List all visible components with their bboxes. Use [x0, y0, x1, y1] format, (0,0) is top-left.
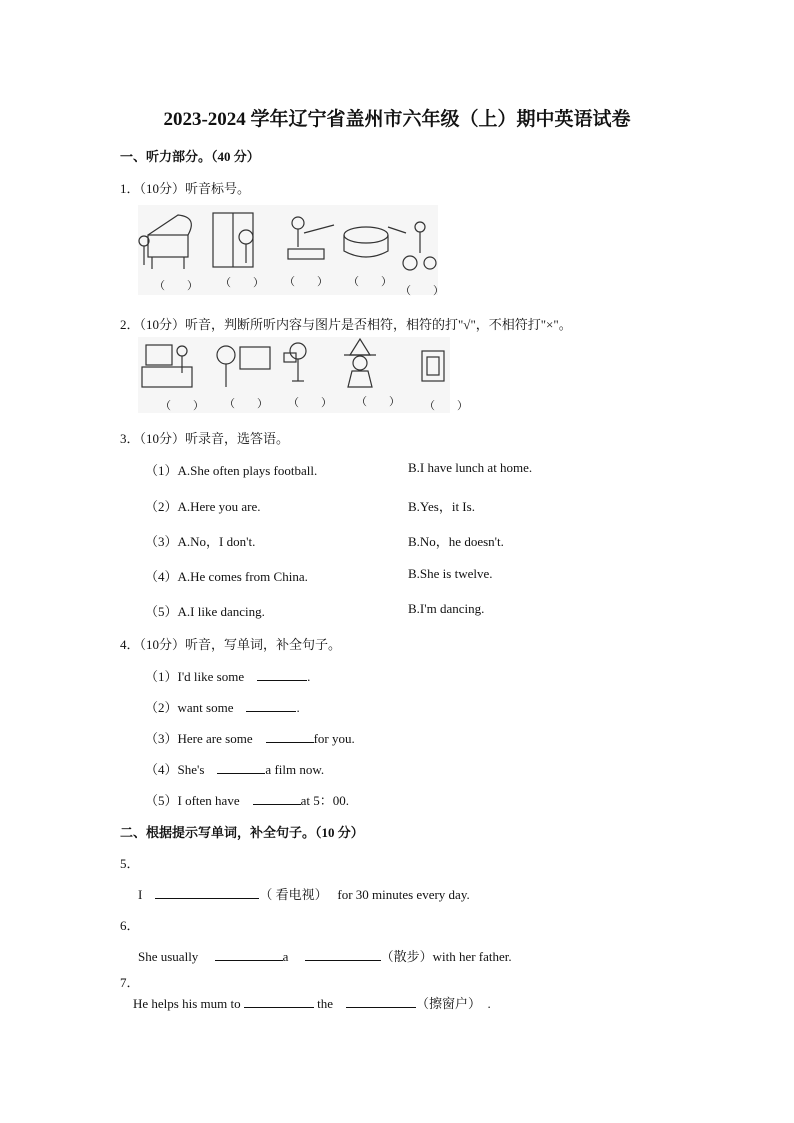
- answer-blank[interactable]: [305, 948, 381, 961]
- q1-answer-paren-4[interactable]: （ ）: [348, 276, 392, 288]
- q3-item-4: [145, 566, 308, 585]
- question-2-picture-strip: [138, 337, 468, 413]
- answer-blank[interactable]: [155, 886, 259, 899]
- answer-blank[interactable]: [253, 792, 301, 805]
- question-6-number: 6．: [120, 918, 140, 933]
- q5-text: I: [138, 887, 143, 902]
- question-5-sentence: [138, 884, 470, 903]
- q6-text: She usually: [138, 949, 199, 964]
- photo-frame-picture: [422, 351, 444, 381]
- question-5-number: 5．: [120, 856, 140, 871]
- q3-item-number: （5）: [145, 604, 178, 619]
- q3-option-a[interactable]: A.No，I don't.: [177, 534, 256, 549]
- q3-option-b[interactable]: B.I'm dancing.: [408, 601, 485, 616]
- q3-item-1: [145, 460, 317, 479]
- q3-item-3: [145, 531, 255, 550]
- cyclists-picture: [403, 222, 436, 270]
- q6-middle-text: a: [282, 949, 289, 964]
- q2-answer-paren-2[interactable]: （ ）: [224, 398, 268, 410]
- q5-hint: （ 看电视）: [259, 887, 328, 902]
- q3-option-b[interactable]: B.Yes，it Is.: [408, 499, 475, 514]
- q4-item-suffix: at 5：00.: [300, 793, 349, 808]
- q4-item-4: [145, 759, 324, 778]
- q3-item-number: （4）: [145, 569, 178, 584]
- q4-item-suffix: for you.: [313, 731, 355, 746]
- camera-boy-picture: [284, 343, 306, 381]
- q3-item-2: [145, 496, 261, 515]
- q4-item-5: [145, 790, 349, 809]
- q1-answer-paren-1[interactable]: （ ）: [154, 280, 198, 292]
- q3-option-a[interactable]: A.I like dancing.: [177, 604, 265, 619]
- answer-blank[interactable]: [246, 699, 296, 712]
- q2-answer-paren-4[interactable]: （ ）: [356, 396, 400, 408]
- answer-blank[interactable]: [257, 668, 307, 681]
- answer-blank[interactable]: [215, 948, 283, 961]
- question-6-sentence: [138, 946, 512, 965]
- computer-boy-picture: [142, 345, 192, 387]
- witch-girl-picture: [344, 339, 376, 387]
- q4-item-text: Here are some: [177, 731, 253, 746]
- q6-hint: （散步）with her father.: [380, 949, 512, 964]
- q3-item-number: （1）: [145, 463, 178, 478]
- question-4-label: 4．（10分）听音，写单词，补全句子。: [120, 637, 342, 652]
- answer-blank[interactable]: [346, 995, 416, 1008]
- q2-answer-paren-5[interactable]: （ ）: [424, 400, 468, 412]
- q1-answer-paren-5[interactable]: （ ）: [400, 285, 444, 297]
- q7-suffix: .: [487, 996, 491, 1011]
- q4-item-number: （2）: [145, 700, 178, 715]
- q4-item-text: I'd like some: [177, 669, 245, 684]
- page-title: 2023-2024 学年辽宁省盖州市六年级（上）期中英语试卷: [163, 109, 631, 130]
- q4-item-number: （3）: [145, 731, 178, 746]
- answer-blank[interactable]: [266, 730, 314, 743]
- q3-item-5: [145, 601, 265, 620]
- window-girl-picture: [213, 213, 253, 267]
- q2-answer-paren-1[interactable]: （ ）: [160, 400, 204, 412]
- question-1-label: 1．（10分）听音标号。: [120, 181, 251, 196]
- q1-answer-paren-3[interactable]: （ ）: [284, 276, 328, 288]
- question-2-label: 2．（10分）听音，判断所听内容与图片是否相符，相符的打"√"，不相符打"×"。: [120, 317, 572, 332]
- question-3-label: 3．（10分）听录音，选答语。: [120, 431, 290, 446]
- q4-item-1: [145, 666, 310, 685]
- section-heading-listening: 一、听力部分。（40 分）: [120, 149, 260, 164]
- q3-option-b[interactable]: B.I have lunch at home.: [408, 460, 533, 475]
- q5-suffix: for 30 minutes every day.: [337, 887, 470, 902]
- q4-item-number: （4）: [145, 762, 178, 777]
- question-1-picture-strip: [138, 205, 444, 297]
- q2-answer-paren-3[interactable]: （ ）: [288, 397, 332, 409]
- answer-blank[interactable]: [244, 995, 314, 1008]
- q4-item-text: I often have: [177, 793, 240, 808]
- q7-hint: （擦窗户）: [416, 996, 482, 1011]
- question-7-sentence: [133, 993, 491, 1012]
- q4-item-2: [145, 697, 300, 716]
- q4-item-text: She's: [177, 762, 205, 777]
- q4-item-suffix: .: [307, 669, 311, 684]
- fisherman-picture: [288, 217, 334, 259]
- q3-option-a[interactable]: A.He comes from China.: [177, 569, 308, 584]
- q3-option-a[interactable]: A.She often plays football.: [177, 463, 318, 478]
- q7-text: He helps his mum to: [133, 996, 241, 1011]
- q3-item-number: （3）: [145, 534, 178, 549]
- q3-option-a[interactable]: A.Here you are.: [177, 499, 261, 514]
- q4-item-3: [145, 728, 355, 747]
- q4-item-number: （1）: [145, 669, 178, 684]
- q4-item-number: （5）: [145, 793, 178, 808]
- piano-picture: [139, 215, 191, 269]
- teacher-board-picture: [217, 346, 270, 387]
- q3-item-number: （2）: [145, 499, 178, 514]
- q7-middle-text: the: [317, 996, 333, 1011]
- section-heading-writing: 二、根据提示写单词，补全句子。（10 分）: [120, 825, 364, 840]
- q3-option-b[interactable]: B.No，he doesn't.: [408, 534, 504, 549]
- q1-answer-paren-2[interactable]: （ ）: [220, 277, 264, 289]
- q4-item-suffix: a film now.: [265, 762, 325, 777]
- q3-option-b[interactable]: B.She is twelve.: [408, 566, 493, 581]
- q4-item-text: want some: [177, 700, 234, 715]
- question-7-number: 7．: [120, 975, 140, 990]
- answer-blank[interactable]: [217, 761, 265, 774]
- q4-item-suffix: .: [296, 700, 300, 715]
- cake-picture: [344, 227, 406, 257]
